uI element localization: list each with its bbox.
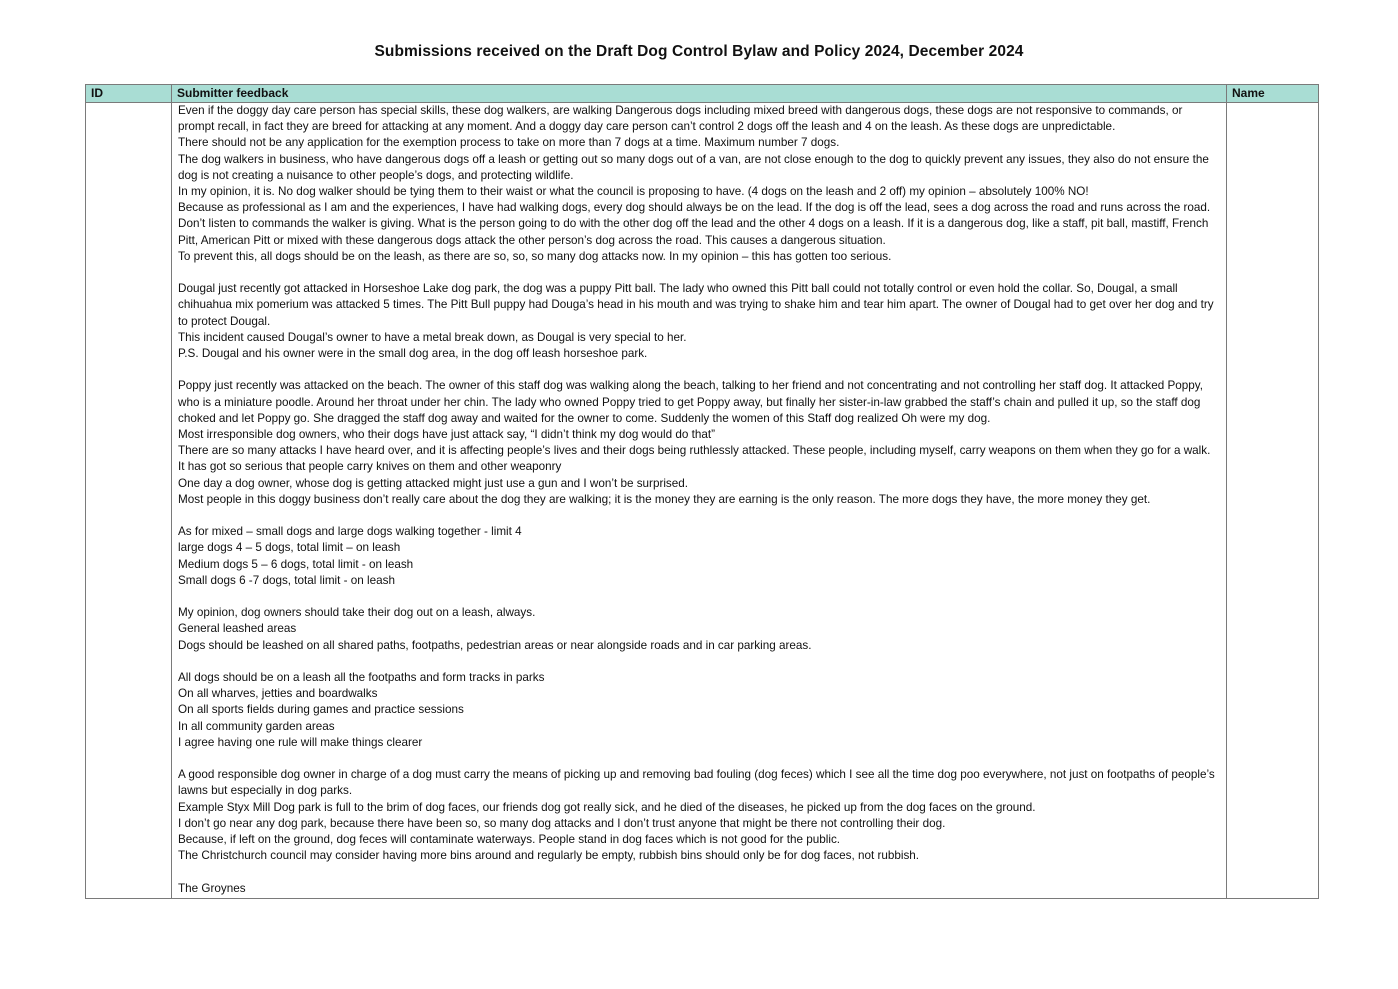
feedback-paragraph: The Christchurch council may consider having more bins around and regularly be empty, rubbish bins should only be for dog faces, not rubbish. <box>178 849 920 863</box>
paragraph-spacer <box>178 265 1220 281</box>
feedback-paragraph: On all wharves, jetties and boardwalks <box>178 687 378 701</box>
feedback-paragraph: Medium dogs 5 – 6 dogs, total limit - on leash <box>178 557 414 571</box>
paragraph-spacer <box>178 362 1220 378</box>
paragraph-spacer <box>178 864 1220 880</box>
feedback-paragraph: There are so many attacks I have heard over, and it is affecting people’s lives and their dogs being ruthlessly attacked. These people, including myself, carry weapons on them when they go for a walk. It has got so serious that people carry knives on them and other weaponry <box>178 444 1211 474</box>
feedback-paragraph: A good responsible dog owner in charge of a dog must carry the means of picking up and removing bad fouling (dog feces) which I see all the time dog poo everywhere, not just on footpaths of people’s lawns but especially in dog parks. <box>178 768 1215 798</box>
feedback-paragraph: Poppy just recently was attacked on the beach. The owner of this staff dog was walking along the beach, talking to her friend and not concentrating and not controlling her staff dog. It attacked Poppy, who is a miniature poodle. Around her throat under her chin. The lady who owned Poppy tried to get Poppy away, but finally her sister-in-law grabbed the staff’s chain and pulled it up, so the staff dog choked and let Poppy go. She dragged the staff dog away and waited for the owner to come. Suddenly the women of this Staff dog realized Oh were my dog. <box>178 379 1204 425</box>
feedback-paragraph: Dogs should be leashed on all shared paths, footpaths, pedestrian areas or near alongside roads and in car parking areas. <box>178 638 812 652</box>
feedback-paragraph: As for mixed – small dogs and large dogs walking together - limit 4 <box>178 525 522 539</box>
feedback-paragraph: I agree having one rule will make things clearer <box>178 735 423 749</box>
feedback-paragraph: P.S. Dougal and his owner were in the small dog area, in the dog off leash horseshoe park. <box>178 347 648 361</box>
feedback-paragraph: My opinion, dog owners should take their dog out on a leash, always. <box>178 606 536 620</box>
feedback-paragraph: I don’t go near any dog park, because there have been so, so many dog attacks and I don’t trust anyone that might be there not controlling their dog. <box>178 816 946 830</box>
paragraph-spacer <box>178 751 1220 767</box>
feedback-paragraph: Dougal just recently got attacked in Horseshoe Lake dog park, the dog was a puppy Pitt ball. The lady who owned this Pitt ball could not totally control or even hold the collar. So, Dougal, a small chihuahua mix pomerium was attacked 5 times. The Pitt Bull puppy had Douga’s head in his mouth and was trying to shake him and tear him apart. The owner of Dougal had to get over her dog and try to protect Dougal. <box>178 282 1214 328</box>
feedback-paragraph: One day a dog owner, whose dog is getting attacked might just use a gun and I won’t be surprised. <box>178 476 689 490</box>
feedback-paragraph: Because as professional as I am and the experiences, I have had walking dogs, every dog should always be on the lead. If the dog is off the lead, sees a dog across the road and runs across the road. Don’t listen to commands the walker is giving. What is the person going to do with the other dog off the lead and the other 4 dogs on a leash. If it is a dangerous dog, like a staff, pit ball, mastiff, French Pitt, American Pitt or mixed with these dangerous dogs attack the other person’s dog across the road. This causes a dangerous situation. <box>178 201 1211 247</box>
paragraph-spacer <box>178 508 1220 524</box>
feedback-text <box>178 103 1220 897</box>
feedback-paragraph: Example Styx Mill Dog park is full to the brim of dog faces, our friends dog got really sick, and he died of the diseases, he picked up from the dog faces on the ground. <box>178 800 1036 814</box>
feedback-paragraph: All dogs should be on a leash all the footpaths and form tracks in parks <box>178 671 545 685</box>
paragraph-spacer <box>178 589 1220 605</box>
feedback-paragraph: There should not be any application for the exemption process to take on more than 7 dogs at a time. Maximum number 7 dogs. <box>178 136 840 150</box>
feedback-paragraph: In all community garden areas <box>178 719 335 733</box>
column-header-feedback: Submitter feedback <box>172 85 1227 103</box>
feedback-paragraph: The Groynes <box>178 881 246 895</box>
table-row <box>86 103 1319 899</box>
column-header-name: Name <box>1227 85 1319 103</box>
feedback-paragraph: This incident caused Dougal’s owner to have a metal break down, as Dougal is very special to her. <box>178 330 687 344</box>
feedback-paragraph: Most people in this doggy business don’t really care about the dog they are walking; it is the money they are earning is the only reason. The more dogs they have, the more money they get. <box>178 492 1151 506</box>
column-header-id: ID <box>86 85 172 103</box>
paragraph-spacer <box>178 654 1220 670</box>
table-header-row <box>86 85 1319 103</box>
feedback-paragraph: On all sports fields during games and practice sessions <box>178 703 464 717</box>
id-cell <box>86 103 172 899</box>
feedback-paragraph: General leashed areas <box>178 622 297 636</box>
feedback-cell <box>172 103 1227 899</box>
document-title: Submissions received on the Draft Dog Control Bylaw and Policy 2024, December 2024 <box>374 43 1024 60</box>
feedback-paragraph: Even if the doggy day care person has special skills, these dog walkers, are walking Dangerous dogs including mixed breed with dangerous dogs, these dogs are not responsive to commands, or prompt recall, in fact they are breed for attacking at any moment. And a doggy day care person can’t control 2 dogs off the leash and 4 on the leash. As these dogs are unpredictable. <box>178 104 1183 134</box>
feedback-paragraph: To prevent this, all dogs should be on the leash, as there are so, so, so many dog attacks now. In my opinion – this has gotten too serious. <box>178 249 892 263</box>
feedback-paragraph: The dog walkers in business, who have dangerous dogs off a leash or getting out so many dogs out of a van, are not close enough to the dog to quickly prevent any issues, they also do not ensure the dog is not creating a nuisance to other people’s dogs, and protecting wildlife. <box>178 152 1209 182</box>
submissions-table <box>85 84 1319 899</box>
feedback-paragraph: Because, if left on the ground, dog feces will contaminate waterways. People stand in dog faces which is not good for the public. <box>178 833 841 847</box>
feedback-paragraph: large dogs 4 – 5 dogs, total limit – on leash <box>178 541 401 555</box>
feedback-paragraph: In my opinion, it is. No dog walker should be tying them to their waist or what the council is proposing to have. (4 dogs on the leash and 2 off) my opinion – absolutely 100% NO! <box>178 185 1089 199</box>
feedback-paragraph: Small dogs 6 -7 dogs, total limit - on leash <box>178 573 395 587</box>
feedback-paragraph: Most irresponsible dog owners, who their dogs have just attack say, “I didn’t think my dog would do that” <box>178 428 716 442</box>
name-cell <box>1227 103 1319 899</box>
